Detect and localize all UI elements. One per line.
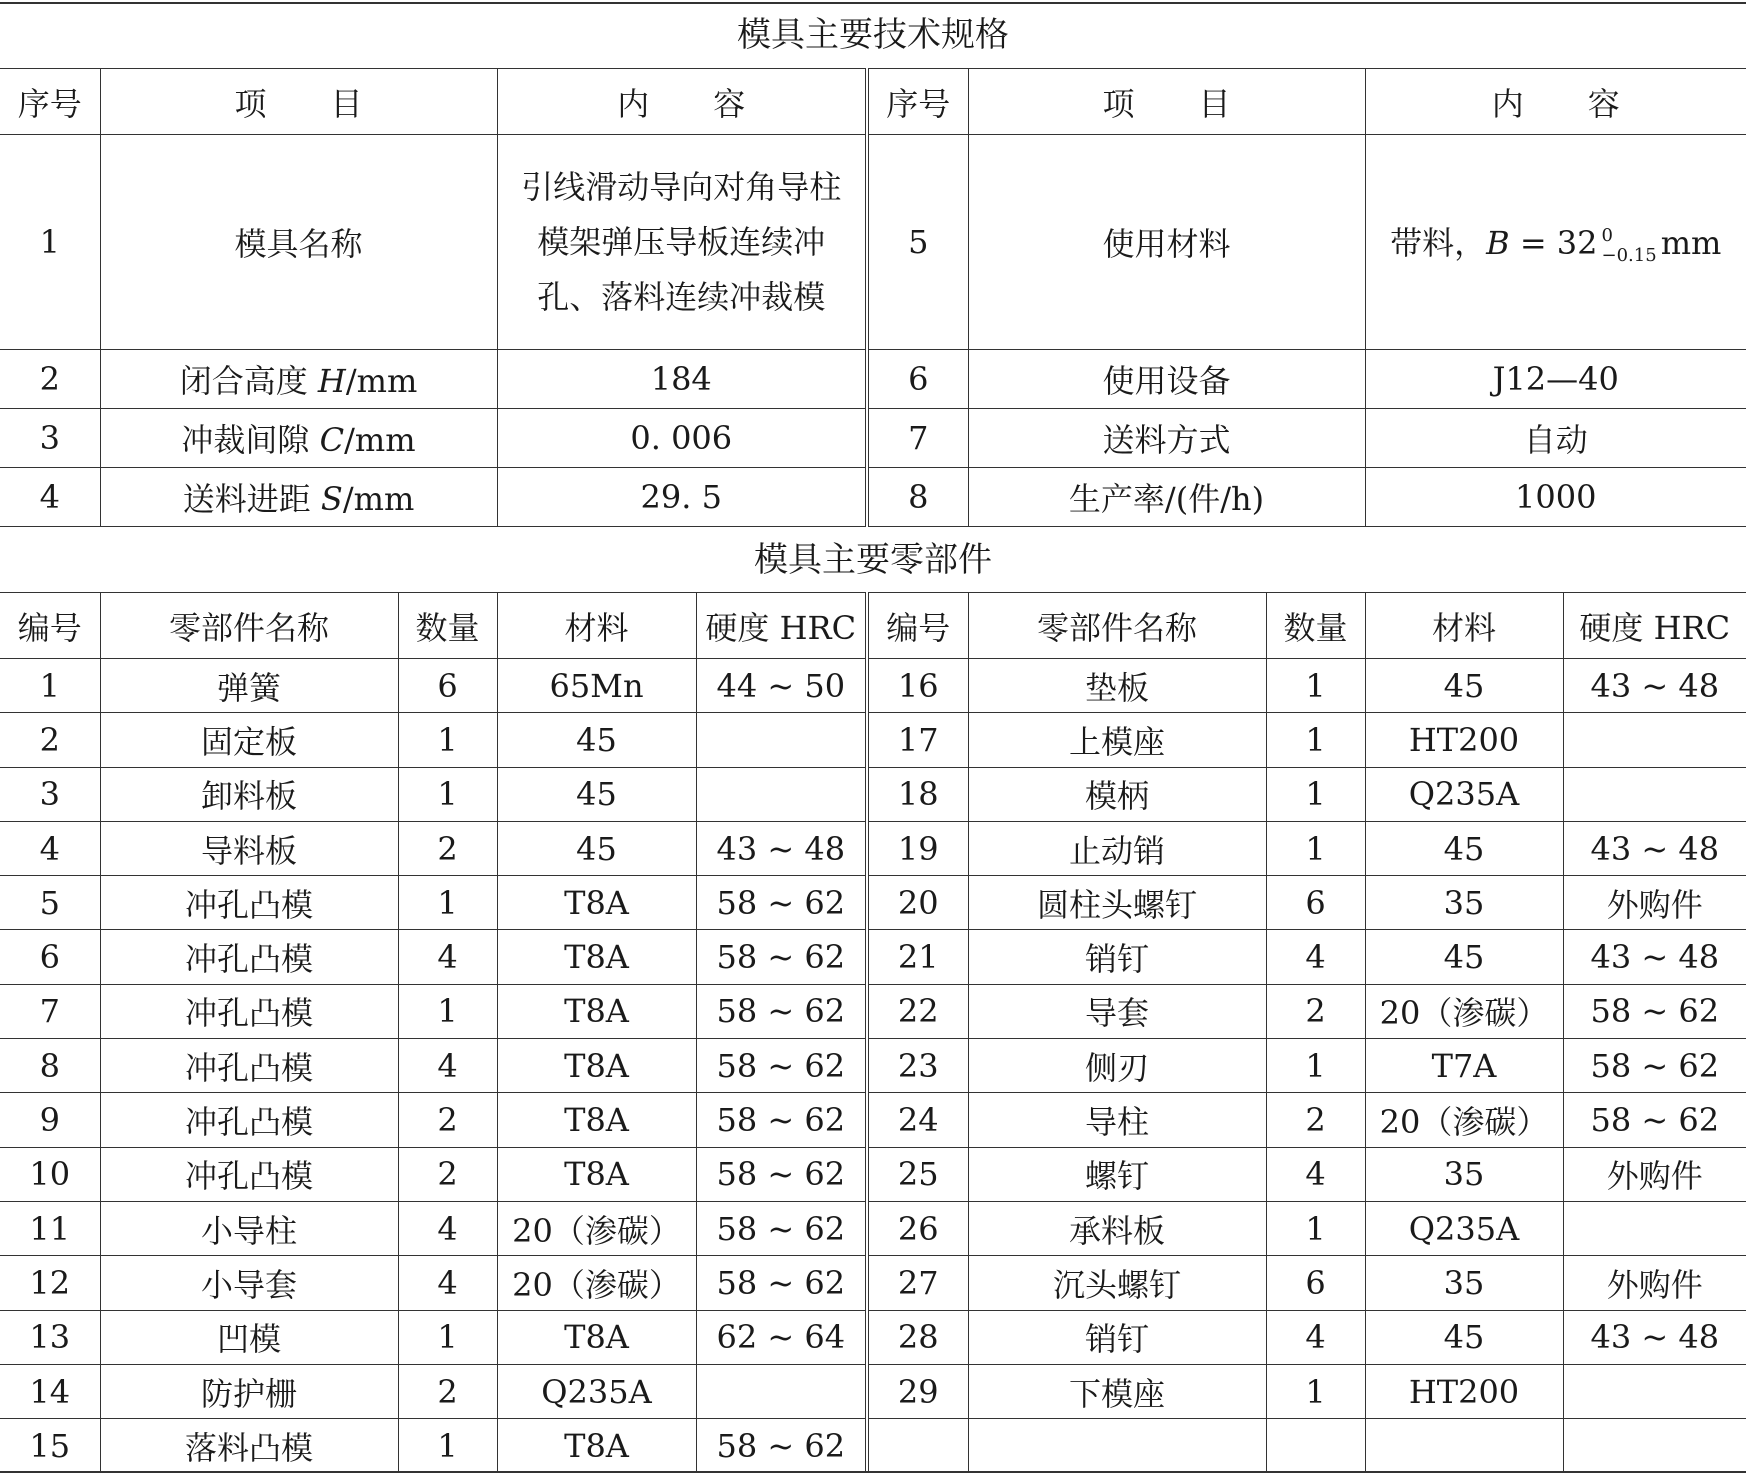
part-no: 23: [867, 1039, 968, 1093]
part-qty: 1: [398, 984, 497, 1038]
part-no: 29: [867, 1364, 968, 1418]
part-name: 冲孔凸模: [100, 984, 398, 1038]
spec-row: [0, 468, 1746, 527]
part-material: 35: [1365, 1147, 1563, 1201]
part-name: 冲孔凸模: [100, 1147, 398, 1201]
header-cell: 数量: [398, 593, 497, 659]
part-name: 模柄: [968, 767, 1266, 821]
part-material: 20（渗碳）: [497, 1256, 696, 1310]
spec-no: 1: [0, 135, 100, 350]
part-material: HT200: [1365, 1364, 1563, 1418]
part-material: 65Mn: [497, 659, 696, 713]
table-row: [0, 1364, 1746, 1418]
part-name: 垫板: [968, 659, 1266, 713]
part-material: T8A: [497, 1039, 696, 1093]
bottom-rule: [0, 1471, 1746, 1473]
table-row: [0, 1201, 1746, 1255]
width-value: = 32: [1509, 224, 1598, 263]
part-hardness: [1563, 1419, 1746, 1473]
part-hardness: 58 ~ 62: [696, 1419, 867, 1473]
header-cell: 材料: [497, 593, 696, 659]
part-qty: [1266, 1419, 1365, 1473]
part-no: 20: [867, 876, 968, 930]
part-hardness: 58 ~ 62: [696, 1039, 867, 1093]
spec-table: [0, 68, 1746, 527]
part-hardness: 58 ~ 62: [1563, 984, 1746, 1038]
part-qty: 2: [398, 821, 497, 875]
part-no: 13: [0, 1310, 100, 1364]
part-material: 20（渗碳）: [1365, 1093, 1563, 1147]
item-text: 闭合高度: [179, 362, 318, 400]
part-qty: 1: [1266, 659, 1365, 713]
spec-no: 4: [0, 468, 100, 527]
part-name: 沉头螺钉: [968, 1256, 1266, 1310]
part-no: 11: [0, 1201, 100, 1255]
part-hardness: 58 ~ 62: [696, 1201, 867, 1255]
part-no: 18: [867, 767, 968, 821]
part-material: T8A: [497, 876, 696, 930]
part-material: T8A: [497, 1147, 696, 1201]
spec-no: 8: [867, 468, 968, 527]
part-hardness: [696, 767, 867, 821]
part-name: 下模座: [968, 1364, 1266, 1418]
part-material: T8A: [497, 1093, 696, 1147]
width-variable: B: [1486, 224, 1510, 263]
part-qty: 2: [398, 1093, 497, 1147]
width-unit: mm: [1660, 224, 1722, 263]
table-row: [0, 713, 1746, 767]
part-qty: 4: [398, 930, 497, 984]
part-material: 45: [1365, 930, 1563, 984]
part-qty: 2: [1266, 984, 1365, 1038]
top-rule: [0, 2, 1746, 4]
part-hardness: 58 ~ 62: [1563, 1039, 1746, 1093]
spec-no: 6: [867, 350, 968, 409]
part-material: T7A: [1365, 1039, 1563, 1093]
part-hardness: 58 ~ 62: [696, 876, 867, 930]
part-hardness: 58 ~ 62: [1563, 1093, 1746, 1147]
part-name: 导料板: [100, 821, 398, 875]
part-name: 上模座: [968, 713, 1266, 767]
spec-no: 3: [0, 409, 100, 468]
spec-row: [0, 350, 1746, 409]
spec-item: [100, 409, 497, 468]
part-material: 35: [1365, 1256, 1563, 1310]
part-no: 28: [867, 1310, 968, 1364]
table-row: [0, 930, 1746, 984]
part-name: 凹模: [100, 1310, 398, 1364]
part-no: [867, 1419, 968, 1473]
part-no: 6: [0, 930, 100, 984]
part-no: 2: [0, 713, 100, 767]
spec-item: [100, 468, 497, 527]
part-hardness: [696, 713, 867, 767]
part-qty: 1: [1266, 821, 1365, 875]
part-qty: 6: [1266, 876, 1365, 930]
part-name: 止动销: [968, 821, 1266, 875]
part-material: 20（渗碳）: [497, 1201, 696, 1255]
header-cell: 内 容: [1365, 69, 1746, 135]
item-unit: /mm: [342, 480, 415, 518]
spec-item: 使用设备: [968, 350, 1365, 409]
header-cell: 数量: [1266, 593, 1365, 659]
part-material: HT200: [1365, 713, 1563, 767]
part-qty: 6: [398, 659, 497, 713]
part-qty: 2: [1266, 1093, 1365, 1147]
item-text: 冲裁间隙: [181, 421, 320, 459]
header-cell: 硬度 HRC: [696, 593, 867, 659]
part-material: 45: [1365, 821, 1563, 875]
part-name: 承料板: [968, 1201, 1266, 1255]
table-row: [0, 1093, 1746, 1147]
table-row: [0, 1310, 1746, 1364]
part-name: 固定板: [100, 713, 398, 767]
part-material: T8A: [497, 1419, 696, 1473]
part-qty: 1: [398, 876, 497, 930]
part-name: 落料凸模: [100, 1419, 398, 1473]
header-cell: 零部件名称: [968, 593, 1266, 659]
tolerance-lower: −0.15: [1601, 244, 1657, 266]
spec-item: 生产率/(件/h): [968, 468, 1365, 527]
part-name: 导柱: [968, 1093, 1266, 1147]
table-row: [0, 876, 1746, 930]
part-qty: 4: [398, 1201, 497, 1255]
part-no: 26: [867, 1201, 968, 1255]
part-hardness: [1563, 1201, 1746, 1255]
part-name: 冲孔凸模: [100, 930, 398, 984]
spec-content: J12—40: [1365, 350, 1746, 409]
part-name: 小导套: [100, 1256, 398, 1310]
table-row: [0, 821, 1746, 875]
part-material: 45: [497, 821, 696, 875]
part-no: 14: [0, 1364, 100, 1418]
table-row: [0, 1147, 1746, 1201]
spec-no: 5: [867, 135, 968, 350]
part-material: 45: [497, 767, 696, 821]
part-qty: 4: [1266, 1147, 1365, 1201]
part-hardness: 58 ~ 62: [696, 930, 867, 984]
part-hardness: [1563, 767, 1746, 821]
part-name: [968, 1419, 1266, 1473]
header-cell: 序号: [867, 69, 968, 135]
part-material: T8A: [497, 1310, 696, 1364]
part-name: 螺钉: [968, 1147, 1266, 1201]
header-cell: 项 目: [100, 69, 497, 135]
part-material: 20（渗碳）: [1365, 984, 1563, 1038]
part-hardness: 58 ~ 62: [696, 1256, 867, 1310]
spec-content: 184: [497, 350, 867, 409]
part-hardness: 外购件: [1563, 876, 1746, 930]
spec-content: 引线滑动导向对角导柱模架弹压导板连续冲孔、落料连续冲裁模: [497, 135, 867, 350]
part-name: 冲孔凸模: [100, 1039, 398, 1093]
item-variable: C: [319, 421, 345, 459]
part-qty: 2: [398, 1364, 497, 1418]
part-no: 21: [867, 930, 968, 984]
spec-content: 1000: [1365, 468, 1746, 527]
spec-row: [0, 409, 1746, 468]
part-qty: 4: [1266, 1310, 1365, 1364]
part-name: 冲孔凸模: [100, 1093, 398, 1147]
part-material: T8A: [497, 930, 696, 984]
header-cell: 序号: [0, 69, 100, 135]
spec-caption: 模具主要技术规格: [737, 15, 1009, 55]
part-name: 小导柱: [100, 1201, 398, 1255]
header-cell: 编号: [867, 593, 968, 659]
part-no: 22: [867, 984, 968, 1038]
item-text: 送料进距: [182, 480, 321, 518]
part-material: T8A: [497, 984, 696, 1038]
part-qty: 1: [1266, 1039, 1365, 1093]
table-row: [0, 767, 1746, 821]
part-no: 16: [867, 659, 968, 713]
part-hardness: 外购件: [1563, 1256, 1746, 1310]
part-no: 5: [0, 876, 100, 930]
part-qty: 4: [398, 1039, 497, 1093]
table-row: [0, 984, 1746, 1038]
table-row: [0, 659, 1746, 713]
part-no: 3: [0, 767, 100, 821]
header-cell: 编号: [0, 593, 100, 659]
header-cell: 项 目: [968, 69, 1365, 135]
part-no: 1: [0, 659, 100, 713]
tolerance-upper: 0: [1601, 224, 1613, 246]
spec-content: 自动: [1365, 409, 1746, 468]
table-row: [0, 1256, 1746, 1310]
item-unit: /mm: [345, 362, 418, 400]
part-qty: 2: [398, 1147, 497, 1201]
part-name: 导套: [968, 984, 1266, 1038]
part-no: 15: [0, 1419, 100, 1473]
part-name: 防护栅: [100, 1364, 398, 1418]
part-material: 45: [1365, 1310, 1563, 1364]
part-material: Q235A: [1365, 767, 1563, 821]
part-no: 25: [867, 1147, 968, 1201]
part-qty: 4: [1266, 930, 1365, 984]
spec-no: 2: [0, 350, 100, 409]
part-qty: 1: [1266, 713, 1365, 767]
part-qty: 1: [398, 767, 497, 821]
part-name: 弹簧: [100, 659, 398, 713]
part-material: Q235A: [497, 1364, 696, 1418]
part-hardness: 44 ~ 50: [696, 659, 867, 713]
part-no: 19: [867, 821, 968, 875]
spec-header-row: [0, 69, 1746, 135]
header-cell: 内 容: [497, 69, 867, 135]
part-name: 冲孔凸模: [100, 876, 398, 930]
part-hardness: 62 ~ 64: [696, 1310, 867, 1364]
spec-row: [0, 135, 1746, 350]
part-name: 卸料板: [100, 767, 398, 821]
part-no: 10: [0, 1147, 100, 1201]
part-no: 4: [0, 821, 100, 875]
spec-item: 模具名称: [100, 135, 497, 350]
part-qty: 1: [1266, 767, 1365, 821]
part-qty: 1: [398, 713, 497, 767]
part-no: 24: [867, 1093, 968, 1147]
material-prefix: 带料，: [1390, 224, 1487, 263]
part-name: 销钉: [968, 1310, 1266, 1364]
part-hardness: 43 ~ 48: [1563, 1310, 1746, 1364]
part-no: 7: [0, 984, 100, 1038]
part-material: 45: [497, 713, 696, 767]
part-material: Q235A: [1365, 1201, 1563, 1255]
part-hardness: 43 ~ 48: [1563, 821, 1746, 875]
part-qty: 4: [398, 1256, 497, 1310]
part-material: [1365, 1419, 1563, 1473]
part-name: 销钉: [968, 930, 1266, 984]
item-unit: /mm: [344, 421, 416, 459]
spec-content: 29. 5: [497, 468, 867, 527]
part-hardness: 43 ~ 48: [1563, 930, 1746, 984]
part-material: 35: [1365, 876, 1563, 930]
table-row: [0, 1419, 1746, 1473]
part-hardness: 43 ~ 48: [696, 821, 867, 875]
item-variable: H: [317, 362, 346, 400]
spec-no: 7: [867, 409, 968, 468]
table-row: [0, 1039, 1746, 1093]
part-no: 12: [0, 1256, 100, 1310]
part-qty: 6: [1266, 1256, 1365, 1310]
part-name: 侧刃: [968, 1039, 1266, 1093]
part-hardness: [1563, 1364, 1746, 1418]
part-name: 圆柱头螺钉: [968, 876, 1266, 930]
parts-caption: 模具主要零部件: [754, 540, 992, 580]
part-hardness: 58 ~ 62: [696, 984, 867, 1038]
part-qty: 1: [398, 1310, 497, 1364]
item-variable: S: [320, 480, 343, 518]
part-hardness: [1563, 713, 1746, 767]
part-hardness: 58 ~ 62: [696, 1093, 867, 1147]
part-material: 45: [1365, 659, 1563, 713]
parts-header-row: [0, 593, 1746, 659]
part-no: 17: [867, 713, 968, 767]
part-no: 9: [0, 1093, 100, 1147]
parts-table: [0, 592, 1746, 1473]
spec-item: 送料方式: [968, 409, 1365, 468]
spec-item: [100, 350, 497, 409]
part-hardness: 43 ~ 48: [1563, 659, 1746, 713]
header-cell: 材料: [1365, 593, 1563, 659]
part-qty: 1: [398, 1419, 497, 1473]
part-qty: 1: [1266, 1201, 1365, 1255]
part-hardness: 58 ~ 62: [696, 1147, 867, 1201]
header-cell: 零部件名称: [100, 593, 398, 659]
spec-content: 0. 006: [497, 409, 867, 468]
tolerance: [1602, 226, 1657, 266]
part-no: 8: [0, 1039, 100, 1093]
spec-content: [1365, 135, 1746, 350]
spec-item: 使用材料: [968, 135, 1365, 350]
part-no: 27: [867, 1256, 968, 1310]
part-hardness: 外购件: [1563, 1147, 1746, 1201]
part-hardness: [696, 1364, 867, 1418]
part-qty: 1: [1266, 1364, 1365, 1418]
header-cell: 硬度 HRC: [1563, 593, 1746, 659]
